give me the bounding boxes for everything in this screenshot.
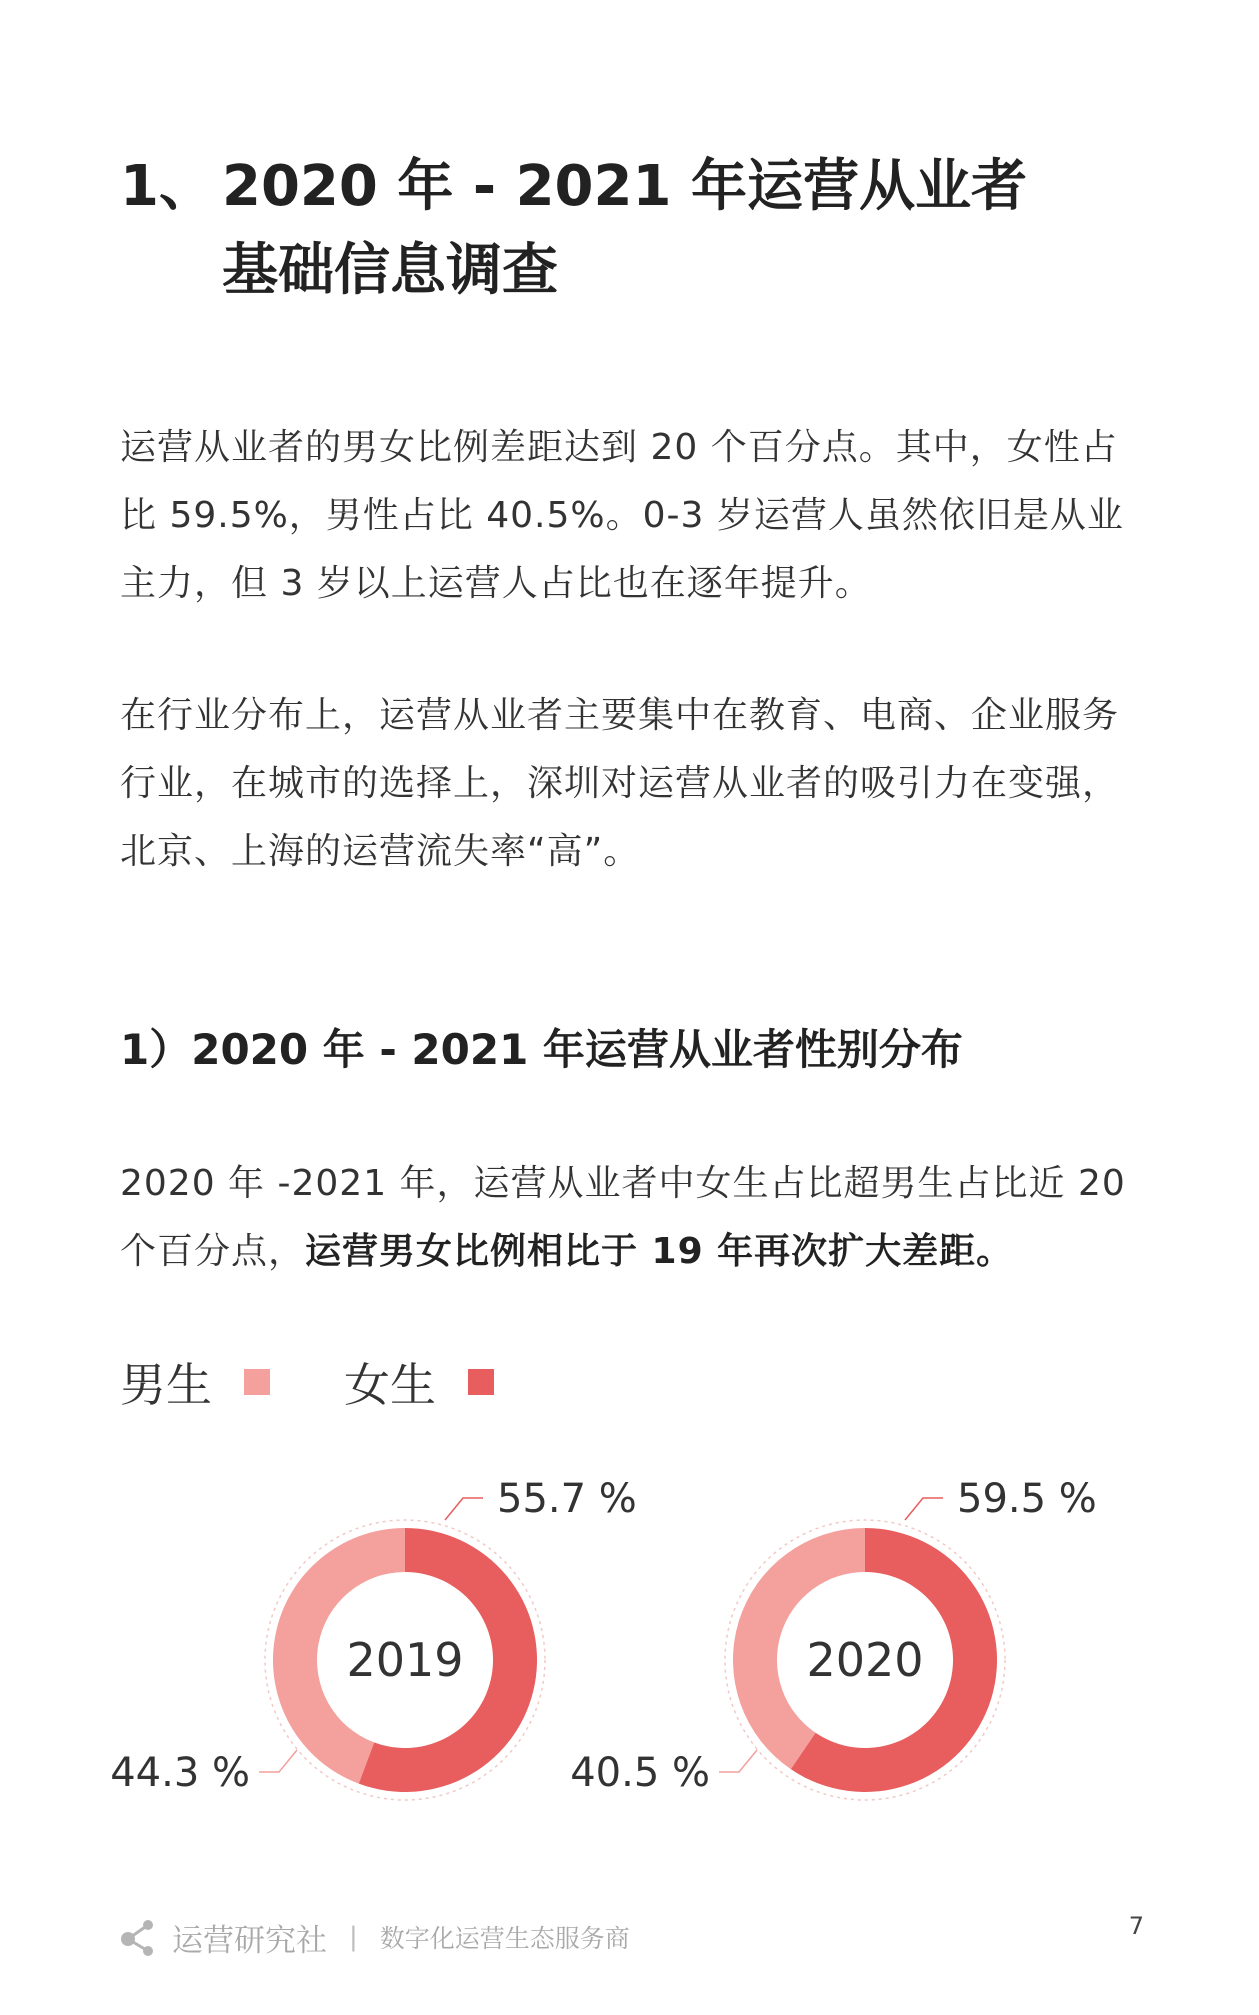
female-value-label-2020: 59.5 % bbox=[957, 1476, 1097, 1522]
female-leader-2020 bbox=[905, 1498, 943, 1520]
footer bbox=[118, 1912, 630, 1962]
subsection-title: 1）2020 年 - 2021 年运营从业者性别分布 bbox=[120, 1025, 963, 1074]
gender-paragraph-text: 2020 年 -2021 年，运营从业者中女生占比超男生占比近 20 个百分点， bbox=[120, 1163, 1126, 1272]
section-title-line1: 2020 年 - 2021 年运营从业者 bbox=[222, 154, 1027, 219]
footer-separator: | bbox=[349, 1922, 358, 1952]
female-value-label-2019: 55.7 % bbox=[497, 1476, 637, 1522]
intro-paragraph-gender: 运营从业者的男女比例差距达到 20 个百分点。其中，女性占比 59.5%，男性占比 40.5%。0-3 岁运营人虽然依旧是从业主力，但 3 岁以上运营人占比也在逐年提升。 bbox=[120, 427, 1124, 604]
gender-donut-charts bbox=[0, 1460, 1259, 1830]
share-logo-icon bbox=[118, 1915, 162, 1959]
male-leader-2019 bbox=[259, 1750, 297, 1772]
center-label-2019: 2019 bbox=[346, 1633, 464, 1687]
gender-paragraph-highlight: 运营男女比例相比于 19 年再次扩大差距。 bbox=[305, 1231, 1014, 1272]
section-title-line2: 基础信息调查 bbox=[222, 238, 558, 303]
male-leader-2020 bbox=[719, 1750, 757, 1772]
chart-legend bbox=[120, 1352, 568, 1412]
male-value-label-2020: 40.5 % bbox=[570, 1750, 710, 1796]
center-label-2020: 2020 bbox=[806, 1633, 924, 1687]
footer-brand: 运营研究社 bbox=[172, 1922, 327, 1959]
legend-label-male: 男生 bbox=[120, 1358, 212, 1412]
gender-paragraph bbox=[120, 1150, 1150, 1286]
section-number: 1、 bbox=[120, 154, 215, 219]
legend-item-female bbox=[344, 1349, 494, 1415]
footer-tagline: 数字化运营生态服务商 bbox=[379, 1924, 630, 1953]
male-value-label-2019: 44.3 % bbox=[110, 1750, 250, 1796]
intro-paragraph-industry: 在行业分布上，运营从业者主要集中在教育、电商、企业服务行业，在城市的选择上，深圳对运营从业者的吸引力在变强，北京、上海的运营流失率“高”。 bbox=[120, 695, 1120, 872]
female-leader-2019 bbox=[445, 1498, 483, 1520]
legend-swatch-female bbox=[468, 1369, 494, 1395]
page-number: 7 bbox=[1128, 1912, 1144, 1940]
section-title bbox=[120, 145, 1027, 313]
legend-item-male bbox=[120, 1349, 270, 1415]
legend-label-female: 女生 bbox=[344, 1358, 436, 1412]
legend-swatch-male bbox=[244, 1369, 270, 1395]
